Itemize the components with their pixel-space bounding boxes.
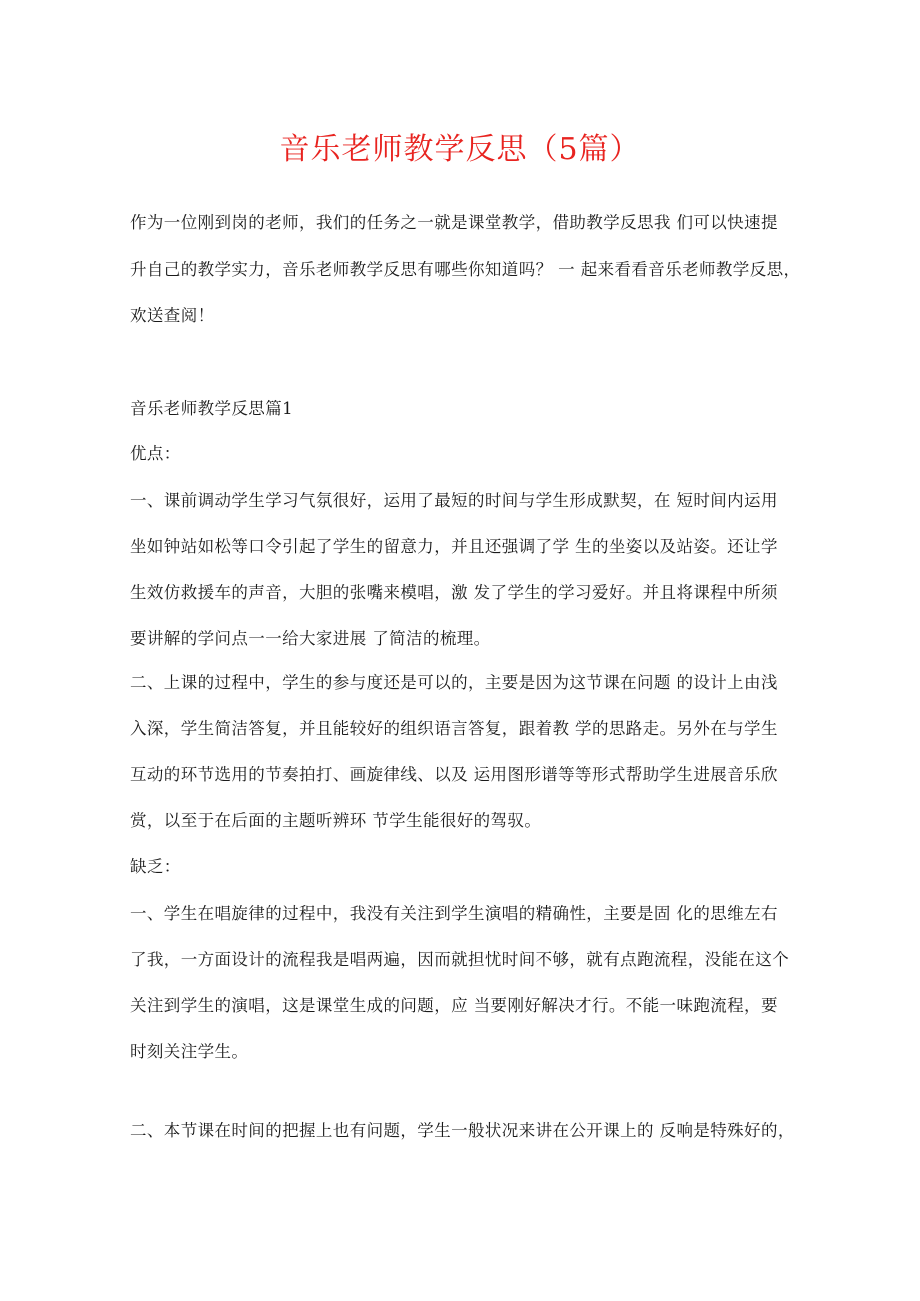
intro-line: 欢送查阅！ — [130, 306, 215, 325]
strength-2-line: 互动的环节选用的节奏拍打、画旋律线、以及 运用图形谱等等形式帮助学生进展音乐欣 — [130, 765, 778, 784]
section-heading: 音乐老师教学反思篇1 — [130, 399, 293, 418]
strength-2-line: 二、上课的过程中，学生的参与度还是可以的，主要是因为这节课在问题 的设计上由浅 — [130, 673, 778, 692]
weakness-1-line: 关注到学生的演唱，这是课堂生成的问题，应 当要刚好解决才行。不能一味跑流程，要 — [130, 996, 778, 1015]
strength-1-line: 一、课前调动学生学习气氛很好，运用了最短的时间与学生形成默契，在 短时间内运用 — [130, 491, 778, 510]
weaknesses-label: 缺乏： — [130, 857, 181, 876]
weakness-1-line: 一、学生在唱旋律的过程中，我没有关注到学生演唱的精确性，主要是固 化的思维左右 — [130, 904, 778, 923]
strength-1-line: 要讲解的学问点一一给大家进展 了简洁的梳理。 — [130, 629, 491, 648]
strength-2-line: 入深，学生简洁答复，并且能较好的组织语言答复，跟着教 学的思路走。另外在与学生 — [130, 719, 778, 738]
document-title: 音乐老师教学反思（5篇） — [279, 132, 641, 167]
strength-1-line: 坐如钟站如松等口令引起了学生的留意力，并且还强调了学 生的坐姿以及站姿。还让学 — [130, 537, 778, 556]
strength-2-line: 赏，以至于在后面的主题听辨环 节学生能很好的驾驭。 — [130, 811, 542, 830]
intro-line: 作为一位刚到岗的老师，我们的任务之一就是课堂教学，借助教学反思我 们可以快速提 — [130, 213, 778, 232]
strength-1-line: 生效仿救援车的声音，大胆的张嘴来模唱，激 发了学生的学习爱好。并且将课程中所须 — [130, 583, 778, 602]
strengths-label: 优点： — [130, 444, 181, 463]
weakness-2-line: 二、本节课在时间的把握上也有问题，学生一般状况来讲在公开课上的 反响是特殊好的， — [130, 1121, 795, 1140]
weakness-1-line: 时刻关注学生。 — [130, 1042, 249, 1061]
intro-line: 升自己的教学实力，音乐老师教学反思有哪些你知道吗？ 一 起来看看音乐老师教学反思， — [130, 260, 801, 279]
weakness-1-line: 了我，一方面设计的流程我是唱两遍，因而就担忧时间不够，就有点跑流程，没能在这个 — [130, 950, 790, 969]
